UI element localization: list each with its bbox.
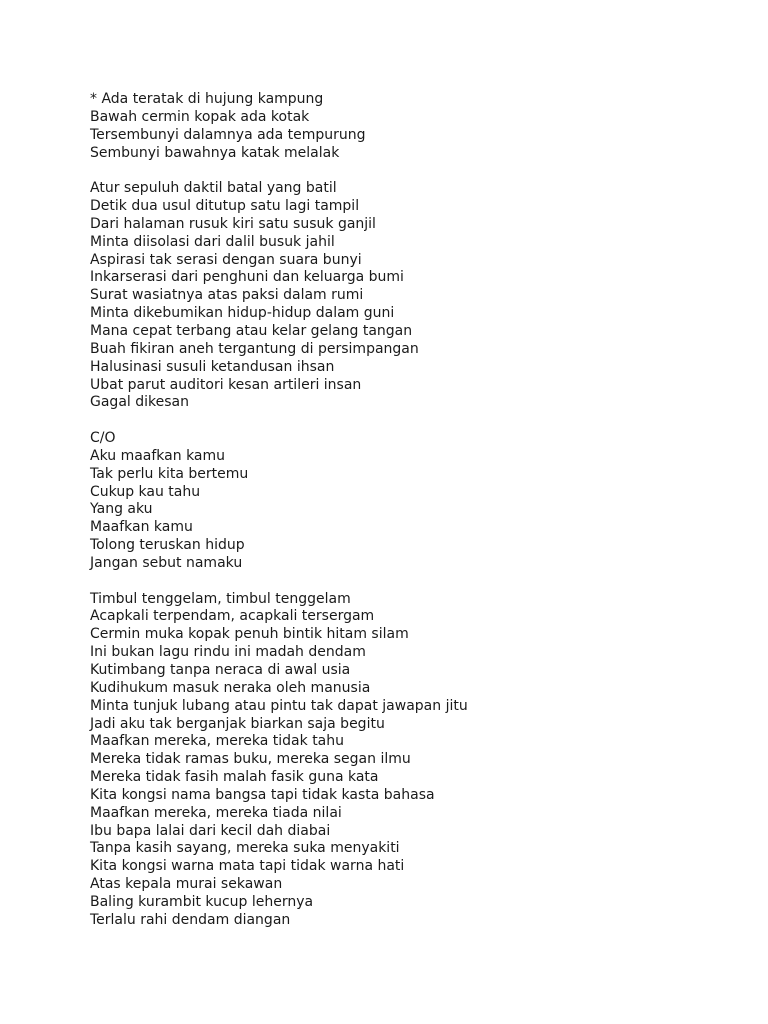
poem-line: Yang aku [90, 501, 153, 518]
poem-line: Minta tunjuk lubang atau pintu tak dapat jawapan jitu [90, 697, 468, 714]
poem-line: Cermin muka kopak penuh bintik hitam silam [90, 626, 409, 643]
poem-line: Dari halaman rusuk kiri satu susuk ganjil [90, 215, 376, 232]
stanza-2 [90, 180, 690, 412]
poem-line: Atas kepala murai sekawan [90, 876, 283, 893]
poem-line: Tersembunyi dalamnya ada tempurung [90, 126, 366, 143]
poem-line: Ibu bapa lalai dari kecil dah diabai [90, 822, 331, 839]
poem-line: Maafkan mereka, mereka tiada nilai [90, 804, 342, 821]
poem-line: Mereka tidak ramas buku, mereka segan ilmu [90, 751, 411, 768]
poem-line: Maafkan mereka, mereka tidak tahu [90, 733, 345, 750]
poem-line: Jangan sebut namaku [90, 554, 243, 571]
stanza-4 [90, 591, 690, 930]
poem-line: Timbul tenggelam, timbul tenggelam [90, 590, 351, 607]
poem-line: Tak perlu kita bertemu [90, 465, 249, 482]
poem-line: Aku maafkan kamu [90, 447, 226, 464]
poem-line: Maafkan kamu [90, 519, 193, 536]
poem-line: Inkarserasi dari penghuni dan keluarga bumi [90, 269, 404, 286]
poem-line: Bawah cermin kopak ada kotak [90, 108, 310, 125]
poem-line: Detik dua usul ditutup satu lagi tampil [90, 198, 360, 215]
poem-line: Baling kurambit kucup lehernya [90, 893, 314, 910]
stanza-1 [90, 91, 690, 162]
stanza-3 [90, 430, 690, 573]
poem-line: Kita kongsi nama bangsa tapi tidak kasta bahasa [90, 786, 435, 803]
poem-line: C/O [90, 430, 116, 447]
poem-line: Aspirasi tak serasi dengan suara bunyi [90, 251, 362, 268]
poem-line: Tolong teruskan hidup [90, 537, 245, 554]
poem-text [90, 91, 690, 948]
poem-line: Minta diisolasi dari dalil busuk jahil [90, 233, 335, 250]
poem-line: Acapkali terpendam, acapkali tersergam [90, 608, 375, 625]
poem-line: Kutimbang tanpa neraca di awal usia [90, 662, 351, 678]
poem-line: Kita kongsi warna mata tapi tidak warna hati [90, 858, 405, 875]
poem-line: Terlalu rahi dendam diangan [90, 911, 291, 928]
poem-line: Sembunyi bawahnya katak melalak [90, 144, 340, 161]
poem-line: * Ada teratak di hujung kampung [90, 91, 324, 107]
poem-line: Ini bukan lagu rindu ini madah dendam [90, 644, 366, 661]
poem-line: Surat wasiatnya atas paksi dalam rumi [90, 287, 364, 304]
poem-line: Jadi aku tak berganjak biarkan saja begitu [90, 715, 385, 732]
poem-line: Halusinasi susuli ketandusan ihsan [90, 358, 335, 375]
poem-line: Ubat parut auditori kesan artileri insan [90, 376, 362, 393]
poem-line: Mana cepat terbang atau kelar gelang tangan [90, 322, 413, 339]
poem-line: Gagal dikesan [90, 394, 189, 411]
poem-line: Kudihukum masuk neraka oleh manusia [90, 679, 371, 696]
poem-line: Atur sepuluh daktil batal yang batil [90, 180, 337, 197]
poem-line: Mereka tidak fasih malah fasik guna kata [90, 769, 379, 786]
poem-line: Minta dikebumikan hidup-hidup dalam guni [90, 305, 395, 322]
poem-line: Buah fikiran aneh tergantung di persimpangan [90, 340, 419, 357]
poem-line: Tanpa kasih sayang, mereka suka menyakiti [90, 840, 400, 857]
poem-line: Cukup kau tahu [90, 483, 201, 500]
